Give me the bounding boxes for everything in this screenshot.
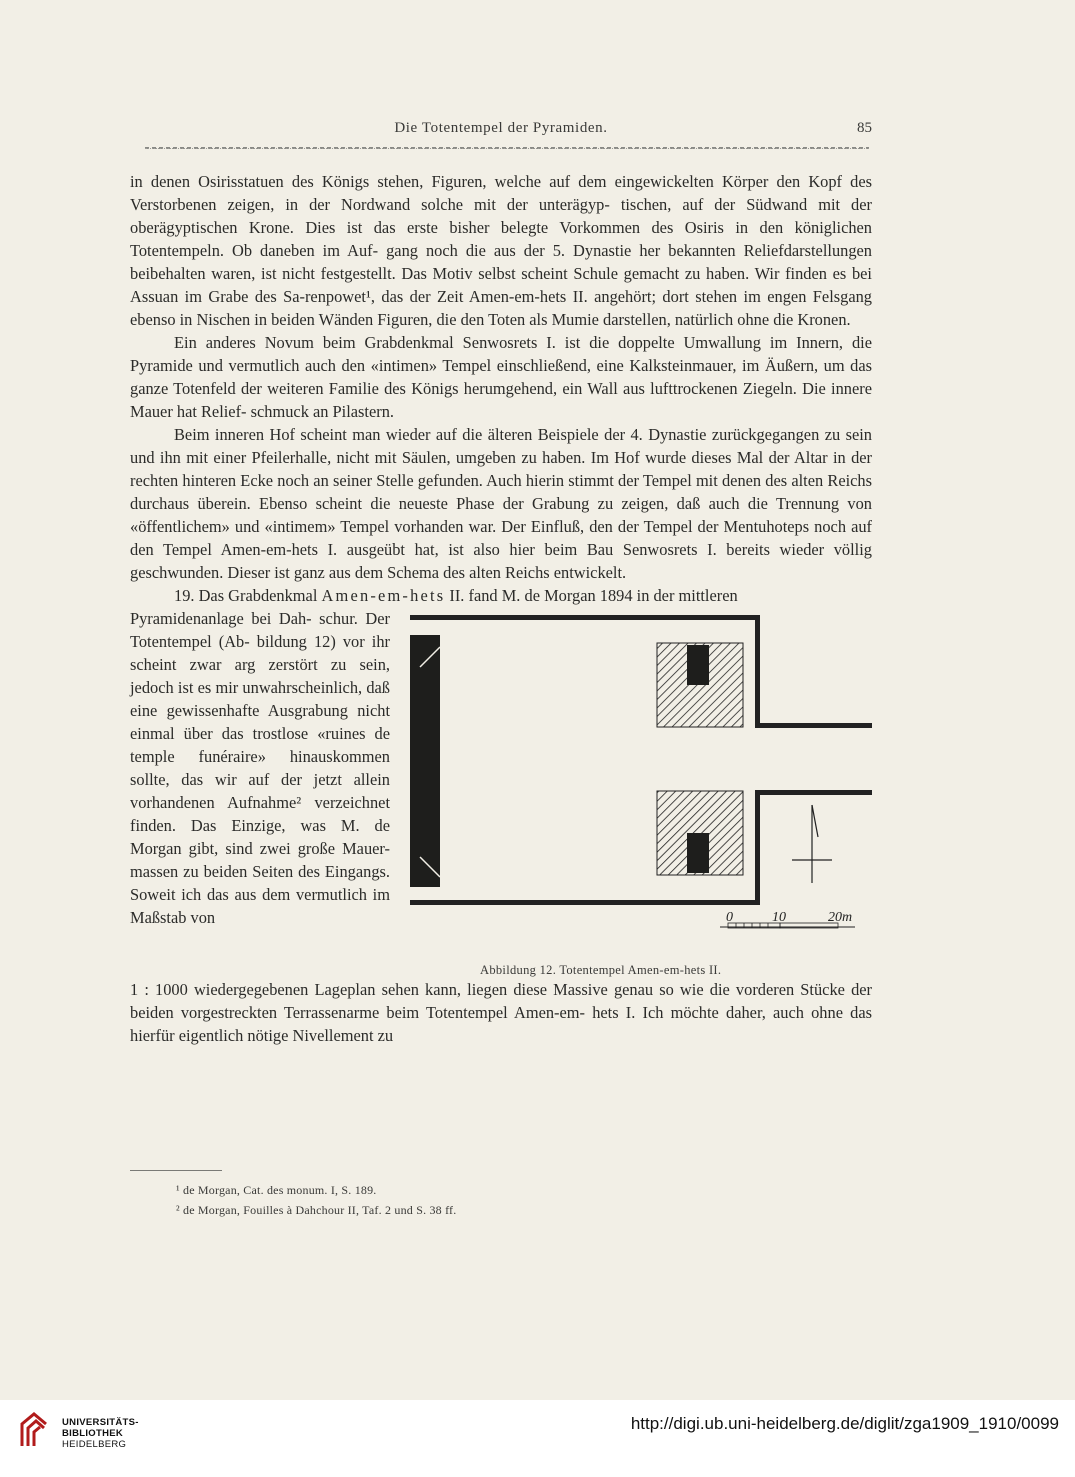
paragraph-4-intro	[130, 584, 872, 607]
text-line: Königs herumgehend, ein Wall aus lufttrockenen Ziegeln. Die innere Mauer hat Relief-	[130, 379, 872, 421]
text-line: Aufnahme² verzeichnet finden.	[130, 793, 390, 835]
text-line: 1 : 1000 wiedergegebenen Lageplan sehen kann, liegen diese Massive genau so wie die	[130, 980, 736, 999]
text-line: Beim inneren Hof scheint man wieder auf die älteren Beispiele der 4. Dynastie	[174, 425, 712, 444]
section-number-text: 19. Das Grabdenkmal	[174, 586, 322, 605]
scale-label-20m: 20m	[828, 910, 853, 925]
footnotes	[176, 1180, 456, 1220]
text-line: vorderen Stücke der beiden vorgestreckten Terrassenarme beim Totentempel Amen-em-	[130, 980, 872, 1022]
text-line: dem vermutlich im Maßstab von	[130, 885, 390, 927]
library-name	[62, 1417, 139, 1450]
north-arrow-head	[812, 805, 818, 837]
paragraph-1	[130, 170, 872, 331]
text-line: es bei Assuan im Grabe des Sa-renpowet¹, das der Zeit Amen-em-hets II. angehört; dort	[130, 264, 872, 306]
text-line: Eingangs. Soweit ich das aus	[130, 862, 390, 904]
text-line: tischen, auf der Südwand mit der oberägyptischen Krone. Dies ist das erste bisher	[130, 195, 872, 237]
text-line: seiner Stelle gefunden. Auch hierin stimmt der Tempel mit denen des alten Reichs	[332, 471, 872, 490]
right-extension-upper	[755, 723, 872, 728]
text-line: bildung 12) vor ihr scheint zwar	[130, 632, 390, 674]
library-logo-icon	[14, 1410, 54, 1450]
lower-massif-core	[687, 833, 709, 873]
library-name-line: BIBLIOTHEK	[62, 1428, 124, 1439]
bottom-wall	[410, 900, 760, 905]
text-line: auf der jetzt allein vorhandenen	[130, 770, 390, 812]
running-title: Die Totentempel der Pyramiden.	[394, 120, 608, 136]
text-line: Ein anderes Novum beim Grabdenkmal Senwosrets I. ist die doppelte Umwallung	[174, 333, 770, 352]
text-line: «ruines de temple funéraire»	[130, 724, 390, 766]
text-line: aus dem Schema des alten Reichs entwickelt.	[328, 563, 627, 582]
text-line: massen zu beiden Seiten des	[130, 862, 325, 881]
text-line: II. fand M. de Morgan 1894 in der mittleren	[445, 586, 738, 605]
text-line: hets I. Ich möchte daher, auch ohne das hierfür eigentlich nötige Nivellement zu	[130, 1003, 872, 1045]
temple-plan-figure	[410, 615, 872, 955]
running-header	[130, 120, 872, 142]
paragraph-3	[130, 423, 872, 584]
text-line: gang noch die aus der 5. Dynastie her bekannten Reliefdarstellungen beibehalten waren,	[130, 241, 873, 283]
library-name-line: HEIDELBERG	[62, 1439, 127, 1450]
paragraph-4-continued	[130, 978, 872, 1047]
text-line: zurückgegangen zu sein und ihn mit einer Pfeilerhalle, nicht mit Säulen, umgeben zu	[130, 425, 872, 467]
text-line: den der Tempel der Mentuhoteps noch auf den Tempel Amen-em-hets I. ausgeübt hat,	[130, 517, 872, 559]
text-line: im Innern, die Pyramide und vermutlich auch den «intimen» Tempel einschließend,	[130, 333, 872, 375]
text-line: eine Kalksteinmauer, im Äußern, um das ganze Totenfeld der weiteren Familie des	[130, 356, 872, 398]
text-line: Körper den Kopf des Verstorbenen zeigen, in der Nordwand solche mit der unterägyp-	[130, 172, 872, 214]
library-footer	[0, 1400, 1075, 1477]
header-rule	[145, 147, 869, 149]
text-line: ist also hier beim Bau Senwosrets I. bereits wieder völlig geschwunden. Dieser ist ganz	[130, 540, 872, 582]
scale-label-0: 0	[726, 910, 733, 925]
footnote-1: ¹ de Morgan, Cat. des monum. I, S. 189.	[176, 1183, 377, 1197]
figure-caption: Abbildung 12. Totentempel Amen-em-hets II.	[480, 963, 722, 977]
text-line: Pyramidenanlage bei Dah-	[130, 609, 312, 628]
side-paragraph	[130, 607, 390, 929]
text-line: schmuck an Pilastern.	[250, 402, 395, 421]
text-line: gibt, sind zwei große Mauer-	[188, 839, 390, 858]
right-wall-upper	[755, 615, 760, 728]
text-line: belegte Vorkommen des Osiris in den königlichen Totentempeln. Ob daneben im Auf-	[130, 218, 873, 260]
upper-massif-core	[687, 645, 709, 685]
text-line: schur. Der Totentempel (Ab-	[130, 609, 390, 651]
right-extension-lower	[755, 790, 872, 795]
text-line: haben. Im Hof wurde dieses Mal der Altar in der rechten hinteren Ecke noch an	[130, 448, 873, 490]
footnote-rule	[130, 1170, 222, 1171]
text-line: stehen im engen Felsgang ebenso in Nischen in beiden Wänden Figuren, die den	[130, 287, 872, 329]
text-line: in denen Osirisstatuen des Königs stehen, Figuren, welche auf dem eingewickelten	[130, 172, 722, 191]
library-name-line: UNIVERSITÄTS-	[62, 1417, 139, 1428]
text-line: arg zerstört zu sein, jedoch ist	[130, 655, 391, 697]
body-text	[130, 170, 872, 1047]
left-wall	[410, 635, 440, 887]
footnote-2: ² de Morgan, Fouilles à Dahchour II, Taf. 2 und S. 38 ff.	[176, 1203, 457, 1217]
figure-block	[130, 607, 872, 978]
top-wall	[410, 615, 760, 620]
source-url-link[interactable]: http://digi.ub.uni-heidelberg.de/diglit/zga1909_1910/0099	[630, 1414, 1059, 1433]
text-line: es mir unwahrscheinlich, daß	[197, 678, 390, 697]
text-line: Das Einzige, was M. de Morgan	[130, 816, 390, 858]
text-line: Toten als Mumie darstellen, natürlich ohne die Kronen.	[488, 310, 851, 329]
text-line: hinauskommen sollte, das wir	[130, 747, 390, 789]
figure-side-text	[130, 607, 390, 929]
scale-label-10: 10	[772, 910, 786, 925]
text-line: eine gewissenhafte Ausgrabung	[130, 701, 358, 720]
text-line: nicht einmal über das trostlose	[130, 701, 390, 743]
page-number: 85	[857, 120, 872, 136]
right-wall-lower	[755, 790, 760, 905]
king-name: Amen-em-hets	[321, 586, 446, 605]
text-line: die Trennung von «öffentlichem» und «intimem» Tempel vorhanden war. Der Einfluß,	[130, 494, 873, 536]
text-line: durchaus überein. Ebenso scheint die neueste Phase der Grabung zu zeigen, daß auch	[130, 494, 748, 513]
paragraph-2	[130, 331, 872, 423]
text-line: ist nicht festgestellt. Das Motiv selbst scheint Schule gemacht zu haben. Wir finden	[261, 264, 833, 283]
